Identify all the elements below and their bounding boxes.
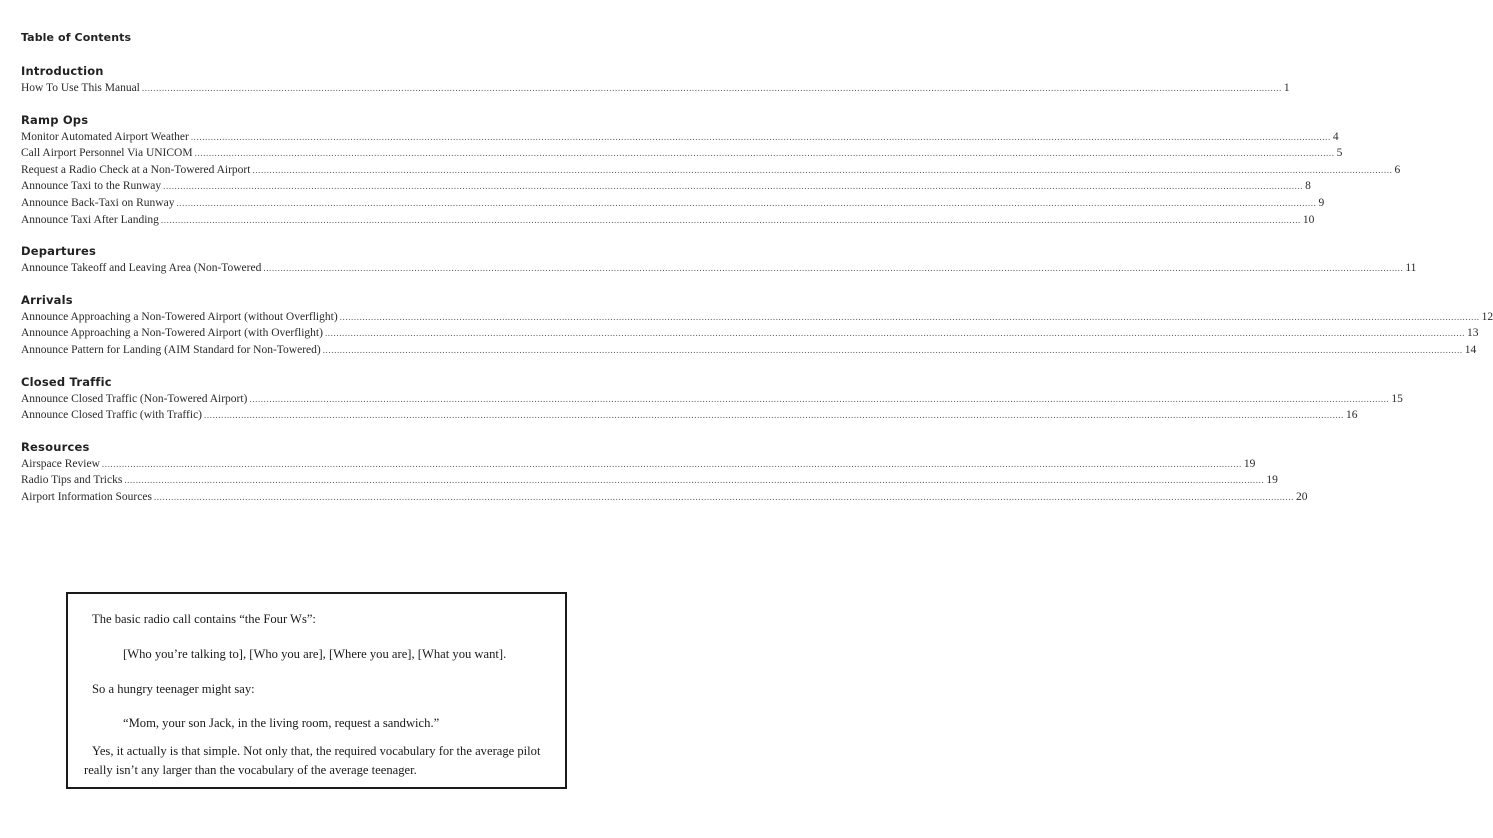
toc-entry-label: Radio Tips and Tricks <box>21 474 123 487</box>
toc-entry[interactable] <box>21 456 1256 473</box>
toc-entry-page-number: 8 <box>1305 180 1311 193</box>
dot-leader: ................................................................................................................................................................................................................................................................................................................................................................................................................ <box>190 131 1331 142</box>
toc-entry-page-number: 6 <box>1394 163 1401 176</box>
toc-entry-label: Announce Taxi to the Runway <box>21 180 162 193</box>
toc-entry-page-number: 9 <box>1318 196 1325 209</box>
dot-leader: ................................................................................................................................................................................................................................................................................................................................................................................................................ <box>163 181 1304 192</box>
dot-leader: ................................................................................................................................................................................................................................................................................................................................................................................................................ <box>141 83 1282 93</box>
toc-entry[interactable] <box>21 195 1325 212</box>
toc-entry[interactable] <box>21 342 1477 359</box>
dot-leader: ................................................................................................................................................................................................................................................................................................................................................................................................................ <box>176 197 1317 208</box>
table-of-contents <box>21 31 1493 521</box>
dot-leader: ................................................................................................................................................................................................................................................................................................................................................................................................................ <box>324 328 1465 339</box>
toc-entry[interactable] <box>21 407 1358 424</box>
toc-entry-label: Monitor Automated Airport Weather <box>21 130 189 143</box>
toc-section <box>21 112 1401 229</box>
toc-entry-label: Announce Closed Traffic (with Traffic) <box>21 409 203 422</box>
toc-section-heading: Introduction <box>21 64 104 78</box>
dot-leader: ................................................................................................................................................................................................................................................................................................................................................................................................................ <box>153 491 1294 502</box>
toc-entry-page-number: 19 <box>1243 457 1256 470</box>
toc-entry-label: Announce Approaching a Non-Towered Airport (without Overflight) <box>21 310 338 323</box>
toc-section-heading: Closed Traffic <box>21 374 112 389</box>
toc-entry[interactable] <box>21 212 1315 229</box>
toc-entry[interactable] <box>21 129 1339 146</box>
dot-leader: ................................................................................................................................................................................................................................................................................................................................................................................................................ <box>124 475 1265 486</box>
toc-entry-page-number: 5 <box>1336 147 1343 160</box>
toc-entry-label: Announce Pattern for Landing (AIM Standard for Non-Towered) <box>21 343 321 356</box>
toc-entry[interactable] <box>21 178 1311 195</box>
toc-entry-label: How To Use This Manual <box>21 82 140 94</box>
toc-entry-page-number: 14 <box>1464 343 1477 356</box>
callout-example: “Mom, your son Jack, in the living room, request a sandwich.” <box>123 716 440 730</box>
toc-entry-page-number: 16 <box>1346 409 1358 422</box>
toc-entry[interactable] <box>21 145 1343 162</box>
toc-section <box>21 63 1290 97</box>
dot-leader: ................................................................................................................................................................................................................................................................................................................................................................................................................ <box>204 410 1345 421</box>
dot-leader: ................................................................................................................................................................................................................................................................................................................................................................................................................ <box>194 148 1335 159</box>
toc-entry-page-number: 1 <box>1283 82 1290 94</box>
toc-entry[interactable] <box>21 391 1403 408</box>
toc-entry-page-number: 10 <box>1302 213 1315 226</box>
toc-title: Table of Contents <box>21 31 132 44</box>
toc-entry-label: Announce Taxi After Landing <box>21 213 159 226</box>
dot-leader: ................................................................................................................................................................................................................................................................................................................................................................................................................ <box>249 393 1390 404</box>
toc-section <box>21 439 1308 506</box>
toc-entry-label: Airspace Review <box>21 457 100 470</box>
toc-section-heading: Ramp Ops <box>21 112 89 127</box>
toc-entry-page-number: 20 <box>1295 490 1308 503</box>
toc-section-heading: Resources <box>21 439 90 454</box>
toc-entry-label: Announce Takeoff and Leaving Area (Non-Towered <box>21 262 262 275</box>
dot-leader: ................................................................................................................................................................................................................................................................................................................................................................................................................ <box>263 263 1404 274</box>
four-ws-callout-box <box>66 592 567 789</box>
toc-entry-label: Request a Radio Check at a Non-Towered Airport <box>21 163 251 176</box>
toc-entry-page-number: 12 <box>1481 310 1493 323</box>
toc-section <box>21 243 1417 277</box>
toc-entry[interactable] <box>21 80 1290 97</box>
callout-formula: [Who you’re talking to], [Who you are], [Where you are], [What you want]. <box>123 647 507 661</box>
dot-leader: ................................................................................................................................................................................................................................................................................................................................................................................................................ <box>252 164 1393 175</box>
toc-entry-page-number: 11 <box>1405 262 1417 275</box>
toc-entry-label: Airport Information Sources <box>21 490 152 503</box>
toc-entry-label: Announce Approaching a Non-Towered Airport (with Overflight) <box>21 327 323 340</box>
toc-entry-page-number: 15 <box>1391 392 1403 405</box>
toc-entry[interactable] <box>21 309 1493 326</box>
toc-entry[interactable] <box>21 489 1308 506</box>
toc-section-heading: Arrivals <box>21 292 73 307</box>
toc-entry[interactable] <box>21 325 1479 342</box>
toc-sections <box>21 63 1493 506</box>
toc-entry[interactable] <box>21 162 1401 179</box>
toc-entry-page-number: 19 <box>1266 474 1278 487</box>
toc-entry[interactable] <box>21 472 1278 489</box>
dot-leader: ................................................................................................................................................................................................................................................................................................................................................................................................................ <box>101 458 1242 469</box>
toc-entry-page-number: 13 <box>1466 327 1479 340</box>
toc-entry-label: Announce Back-Taxi on Runway <box>21 196 175 209</box>
callout-lead: So a hungry teenager might say: <box>92 682 255 696</box>
toc-entry-label: Announce Closed Traffic (Non-Towered Airport) <box>21 392 248 405</box>
dot-leader: ................................................................................................................................................................................................................................................................................................................................................................................................................ <box>322 344 1463 355</box>
toc-section <box>21 374 1403 424</box>
callout-conclusion: Yes, it actually is that simple. Not only that, the required vocabulary for the average pilot really isn’t any larger than the vocabulary of the average teenager. <box>84 744 541 777</box>
dot-leader: ................................................................................................................................................................................................................................................................................................................................................................................................................ <box>160 214 1301 225</box>
dot-leader: ................................................................................................................................................................................................................................................................................................................................................................................................................ <box>339 311 1480 322</box>
toc-entry-label: Call Airport Personnel Via UNICOM <box>21 147 193 160</box>
callout-intro: The basic radio call contains “the Four Ws”: <box>92 612 316 626</box>
toc-entry-page-number: 4 <box>1332 130 1339 143</box>
toc-section <box>21 292 1493 359</box>
toc-entry[interactable] <box>21 260 1417 277</box>
toc-section-heading: Departures <box>21 244 97 259</box>
